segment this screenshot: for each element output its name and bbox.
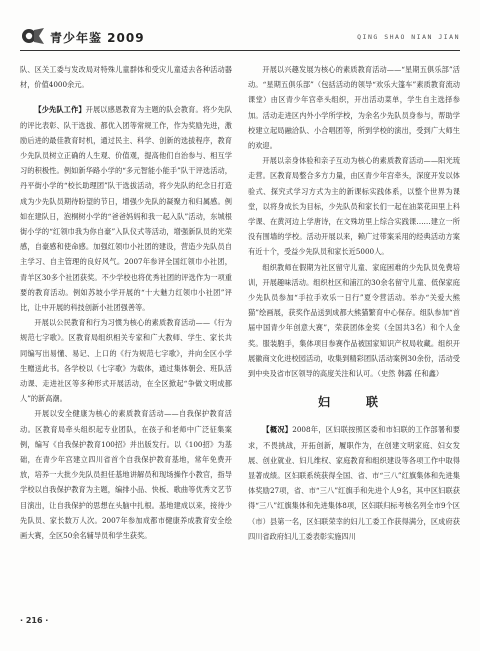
paragraph-text: 2008年，区妇联按照区委和市妇联的工作部署和要求，不畏挑战，开拓创新，履职作为，在创建文明家庭、妇女发展、创业就业、妇儿维权、家庭教育和组织建设等各项工作中取得显著成绩。区妇联系统获得全国、省、市“三八”红旗集体和先进集体奖励27项，省、市“三八”红旗手和先进个人9名，其中区妇联获得“三八”红旗集体和先进集体8项，区妇联归标考核名列全市9个区（市）县第一名，区妇联荣幸的妇儿工委工作获得满分，区成府获四川省政府妇儿工委表彰实施四川 xyxy=(248,425,460,541)
right-column xyxy=(248,62,460,544)
publication-pinyin: QING SHAO NIAN JIAN xyxy=(357,33,460,41)
header-divider xyxy=(20,50,460,51)
paragraph-text: 开展以感恩教育为主题的队会教育。将少先队的评比表彰、队干选拔、都优入团等常规工作，作为奖励先进，激励后进的最佳教育时机，通过民主、科学、创新的选拔程序，教育少先队员树立正确的人生观、价值观，提高他们自治参与、相互学习的积极性。例如新华路小学的“多元智能小能手”队干评选活动，丹平街小学的“校长助理团”队干选拔活动，将少先队的纪念日打造成为少先队员期待盼望的节日，增强少先队的凝聚力和归属感。例如在建队日，泡桐树小学的“爸爸妈妈和我一起入队”活动，东城根街小学的“红领巾我为你自豪”入队仪式等活动，增强新队员的光荣感，自豪感和使命感。加强红领巾小社团的建设，营造少先队员自主学习、自主管理的良好风气。2007年参评全国红领巾小社团，青羊区30多个社团获奖。不少学校也将优秀社团的评选作为一项重要的教育活动。例如苏坡小学开展的“十大魅力红领巾小社团”评比，让中开展的科技创新小社团强善等。 xyxy=(20,105,232,313)
section-heading: 妇 联 xyxy=(317,395,390,410)
yearbook-logo-icon xyxy=(20,26,46,46)
publication-title: 青少年鉴 2009 xyxy=(50,31,145,45)
section-tag: 【少先队工作】 xyxy=(34,105,86,115)
paragraph: 开展以兴趣发展为核心的素质教育活动——“星期五俱乐部”活动。“星期五俱乐部”（包括活动的领导“欢乐大篷车”素质教育流动课堂）由区青少年宫牵头组织，开出活动菜单，学生自主选择参加。活动走进区内外小学所学校，为余名少先队员身参与，帮助学校建立起局融洽队、小合唱团等，所到学校的演出，受到广大师生的欢迎。 xyxy=(248,65,460,151)
paragraph: 队、区关工委与发改局对特殊儿童群体和受灾儿童适去各种活动器材，价值4000余元。 xyxy=(20,65,232,90)
left-column xyxy=(20,62,232,543)
page-number: · 216 · xyxy=(20,616,49,625)
page-header xyxy=(20,26,460,48)
paragraph: 开展以亲身体验和亲子互动为核心的素质教育活动——阳光琉走营。区教育局整合多方力量，由区青少年宫牵头，深度开发以体验式、探究式学习方式为主的新课标实践体系，以整个世界为课堂，以将身成长为目标，少先队员和家长们一起在油菜花田里上科学课、在黄河边上学唐诗，在文殊坊里上综合实践课……建立一所没有围墙的学校。活动开展以来，赖广过带案采用的经典活动方案有近十个，受益少先队员和家长近5000人。 xyxy=(248,156,460,257)
section-tag: 【概况】 xyxy=(262,425,293,435)
paragraph: 组织教师在假期为社区留守儿童、家庭困难的少先队员免费培训，开展趣味活动。组织杜区和浦江的30余名留守儿童、低保家庭少先队员参加“手拉手欢乐一日行”夏令营活动。举办“关爱大熊猫”绘画展，获奖作品送到成都大熊猫繁育中心保存。组队参加“首届中国青少年创意大赛”，荣获团体金奖（全国共3名）和个人金奖。服装胞手，集体项目参赛作品被国家知识产权局收藏。组织开展徽商文化进校园活动，收集到精彩团队活动案例30余份，活动受到中央及省市区领导的高度关注和认可。（史然 韩露 任和鑫） xyxy=(248,262,460,379)
paragraph xyxy=(20,102,232,315)
paragraph xyxy=(248,422,460,544)
paragraph: 开展以公民教育和行为习惯为核心的素质教育活动——《行为规范七字歌》。区教育局组织相关专家和广大教师、学生、家长共同编写出易懂、易记、上口的《行为规范七字歌》，并向全区小学生赠送此书。各学校以《七字歌》为载体，通过集体朝会、班队活动课、走进社区等多种形式开展活动，在全区掀起“争做文明成都人”的新高潮。 xyxy=(20,318,232,404)
paragraph: 开展以安全健康为核心的素质教育活动——自我保护教育活动。区教育局牵头组织起专业团队，在孩子和老师中广泛征集案例，编写《自我保护教育100招》并出版发行。以《100招》为基础，在青少年宫建立四川省首个自我保护教育基地，常年免费开放，培养一大批少先队员担任基地讲解员和现场操作小教官，指导学校以自我保护教育为主题，编排小品、快板、歌曲等优秀文艺节目演出，让自我保护的思想在头脑中扎根。基地建成以来，接待少先队员、家长数万人次。2007年参加成都市健康养成教育安全绘画大赛，全区50余名辅导员和学生获奖。 xyxy=(20,409,232,541)
